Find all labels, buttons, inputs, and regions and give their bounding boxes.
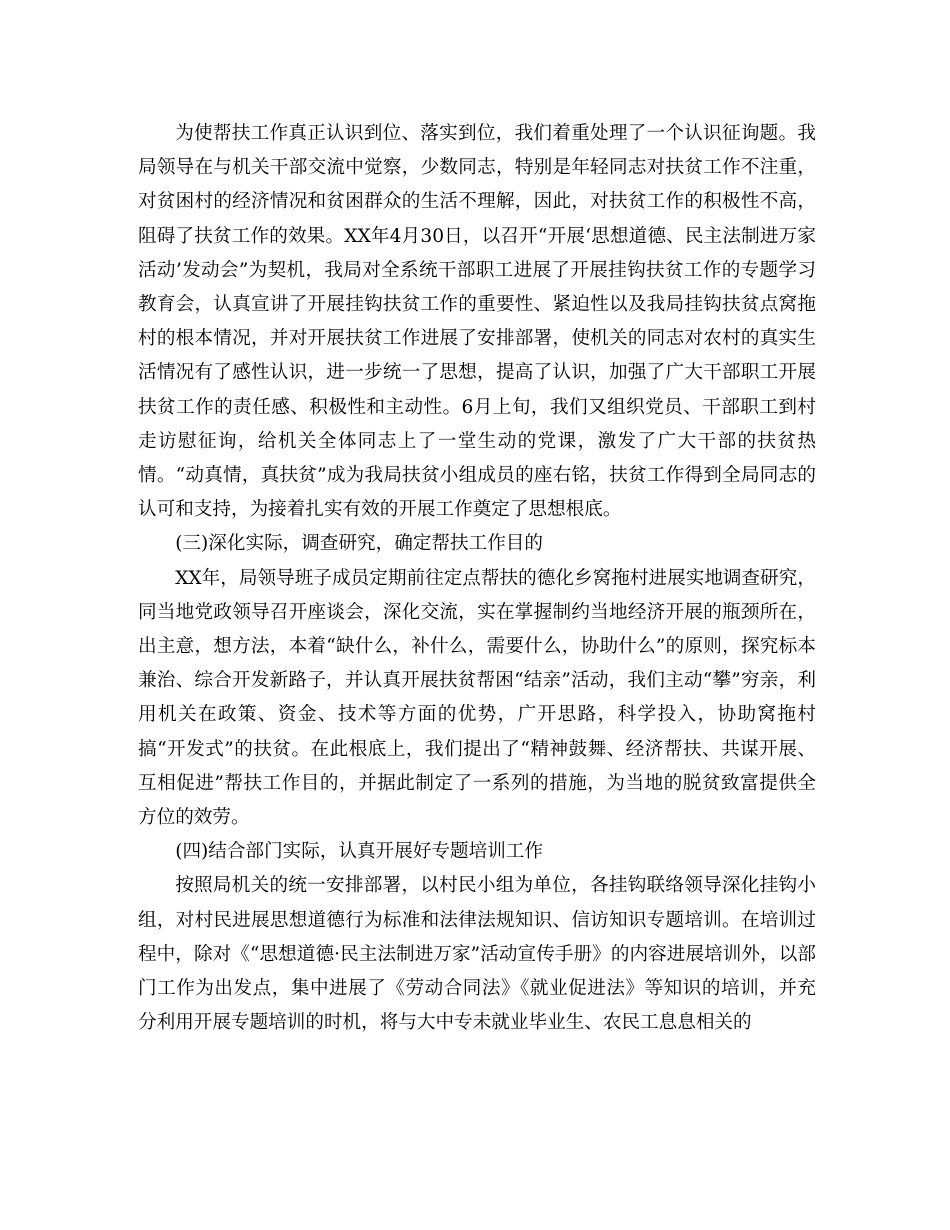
- document-page: [138, 117, 816, 1040]
- body-paragraph: 按照局机关的统一安排部署，以村民小组为单位，各挂钩联络领导深化挂钩小组，对村民进展思想道德行为标准和法律法规知识、信访知识专题培训。在培训过程中，除对《“思想道德·民主法制进万家”活动宣传手册》的内容进展培训外，以部门工作为出发点，集中进展了《劳动合同法》《就业促进法》等知识的培训，并充分利用开展专题培训的时机，将与大中专未就业毕业生、农民工息息相关的: [138, 875, 816, 1034]
- section-heading: (四)结合部门实际，认真开展好专题培训工作: [175, 841, 543, 863]
- body-paragraph: XX年，局领导班子成员定期前往定点帮扶的德化乡窝拖村进展实地调查研究，同当地党政领导召开座谈会，深化交流，实在掌握制约当地经济开展的瓶颈所在，出主意，想方法，本着“缺什么，补什么，需要什么，协助什么”的原则，探究标本兼治、综合开发新路子，并认真开展扶贫帮困“结亲”活动，我们主动“攀”穷亲，利用机关在政策、资金、技术等方面的优势，广开思路，科学投入，协助窝拖村搞“开发式”的扶贫。在此根底上，我们提出了“精神鼓舞、经济帮扶、共谋开展、互相促进”帮扶工作目的，并据此制定了一系列的措施，为当地的脱贫致富提供全方位的效劳。: [138, 567, 816, 829]
- body-paragraph: 为使帮扶工作真正认识到位、落实到位，我们着重处理了一个认识征询题。我局领导在与机关干部交流中觉察，少数同志，特别是年轻同志对扶贫工作不注重，对贫困村的经济情况和贫困群众的生活不理解，因此，对扶贫工作的积极性不高，阻碍了扶贫工作的效果。XX年4月30日，以召开“开展‘思想道德、民主法制进万家活动’发动会”为契机，我局对全系统干部职工进展了开展挂钩扶贫工作的专题学习教育会，认真宣讲了开展挂钩扶贫工作的重要性、紧迫性以及我局挂钩扶贫点窝拖村的根本情况，并对开展扶贫工作进展了安排部署，使机关的同志对农村的真实生活情况有了感性认识，进一步统一了思想，提高了认识，加强了广大干部职工开展扶贫工作的责任感、积极性和主动性。6月上旬，我们又组织党员、干部职工到村走访慰征询，给机关全体同志上了一堂生动的党课，激发了广大干部的扶贫热情。“动真情，真扶贫”成为我局扶贫小组成员的座右铭，扶贫工作得到全局同志的认可和支持，为接着扎实有效的开展工作奠定了思想根底。: [138, 123, 816, 521]
- section-heading: (三)深化实际，调查研究，确定帮扶工作目的: [175, 533, 543, 555]
